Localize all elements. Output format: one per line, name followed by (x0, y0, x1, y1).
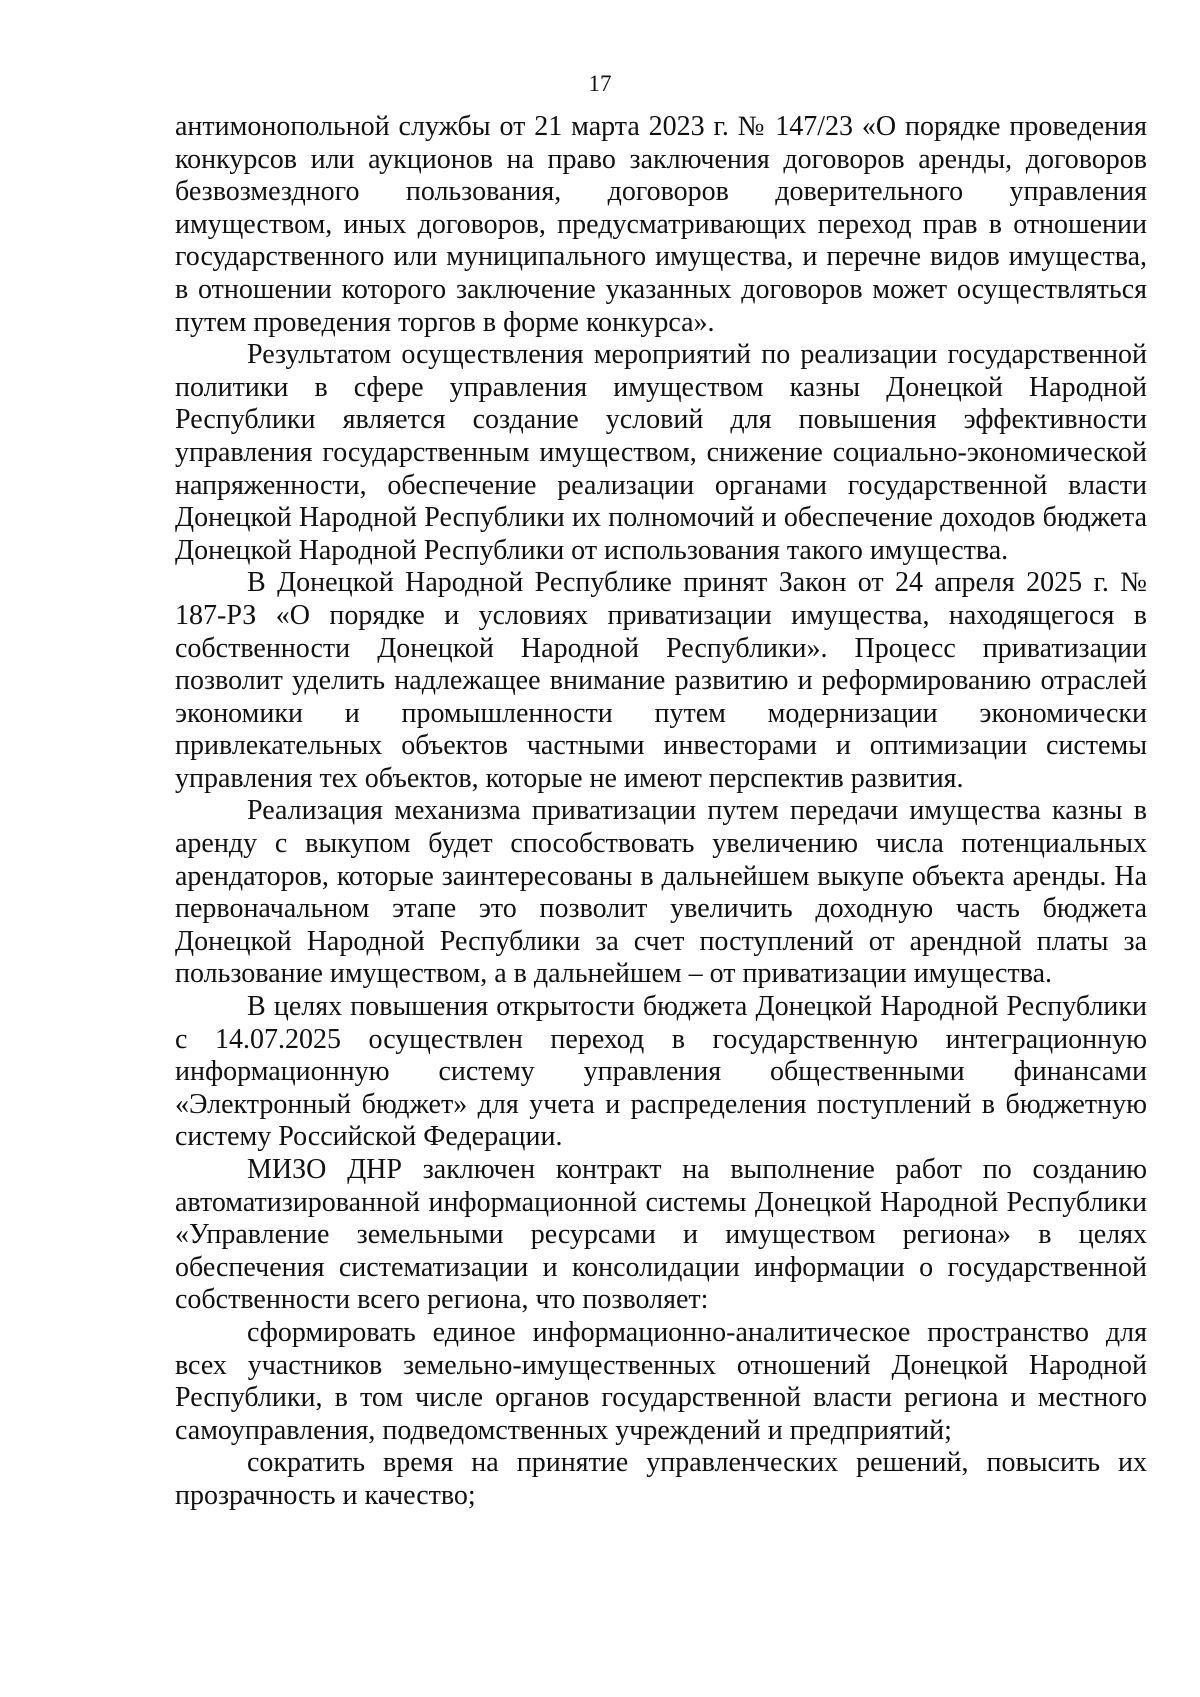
paragraph-privatization-law: В Донецкой Народной Республике принят Закон от 24 апреля 2025 г. № 187-РЗ «О порядке и условиях приватизации имущества, находящегося в собственности Донецкой Народной Республики». Процесс приватизации позволит уделить надлежащее внимание развитию и реформированию отраслей экономики и промышленности путем модернизации экономически привлекательных объектов частными инвесторами и оптимизации системы управления тех объектов, которые не имеют перспектив развития. (175, 567, 1147, 794)
paragraph-policy-results: Результатом осуществления мероприятий по реализации государственной политики в сфере управления имуществом казны Донецкой Народной Республики является создание условий для повышения эффективности управления государственным имуществом, снижение социально-экономической напряженности, обеспечение реализации органами государственной власти Донецкой Народной Республики их полномочий и обеспечение доходов бюджета Донецкой Народной Республики от использования такого имущества. (175, 339, 1147, 566)
paragraph-information-system: МИЗО ДНР заключен контракт на выполнение работ по созданию автоматизированной информационной системы Донецкой Народной Республики «Управление земельными ресурсами и имуществом региона» в целях обеспечения систематизации и консолидации информации о государственной собственности всего региона, что позволяет: (175, 1154, 1147, 1316)
document-body (175, 111, 1147, 1513)
page-number: 17 (588, 71, 612, 96)
paragraph-continuation: антимонопольной службы от 21 марта 2023 г. № 147/23 «О порядке проведения конкурсов или аукционов на право заключения договоров аренды, договоров безвозмездного пользования, договоров доверительного управления имуществом, иных договоров, предусматривающих переход прав в отношении государственного или муниципального имущества, и перечне видов имущества, в отношении которого заключение указанных договоров может осуществляться путем проведения торгов в форме конкурса». (175, 111, 1147, 338)
paragraph-lease-buyout: Реализация механизма приватизации путем передачи имущества казны в аренду с выкупом будет способствовать увеличению числа потенциальных арендаторов, которые заинтересованы в дальнейшем выкупе объекта аренды. На первоначальном этапе это позволит увеличить доходную часть бюджета Донецкой Народной Республики за счет поступлений от арендной платы за пользование имуществом, а в дальнейшем – от приватизации имущества. (175, 795, 1147, 990)
list-item-decision-time: сократить время на принятие управленческих решений, повысить их прозрачность и качество; (175, 1447, 1147, 1511)
list-item-unified-space: сформировать единое информационно-аналитическое пространство для всех участников земельно-имущественных отношений Донецкой Народной Республики, в том числе органов государственной власти региона и местного самоуправления, подведомственных учреждений и предприятий; (175, 1316, 1147, 1446)
paragraph-electronic-budget: В целях повышения открытости бюджета Донецкой Народной Республики с 14.07.2025 осуществлен переход в государственную интеграционную информационную систему управления общественными финансами «Электронный бюджет» для учета и распределения поступлений в бюджетную систему Российской Федерации. (175, 991, 1147, 1153)
